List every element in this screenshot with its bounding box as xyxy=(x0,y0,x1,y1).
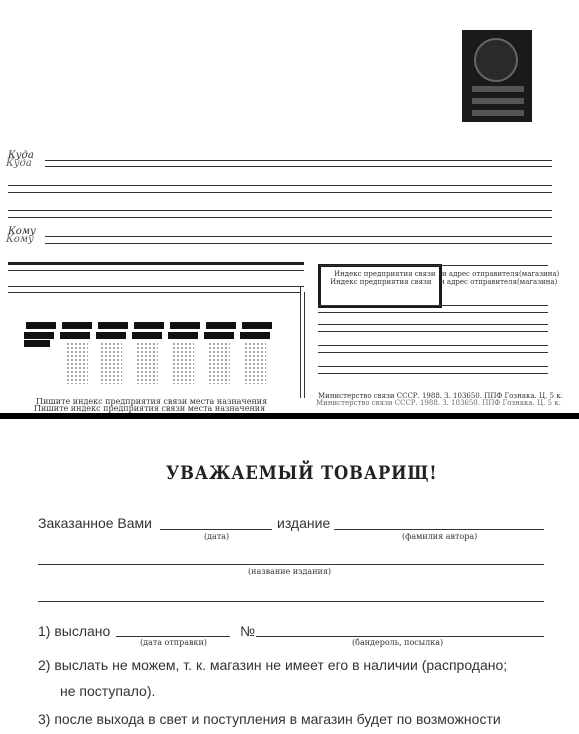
item-2-line-1: 2) выслать не можем, т. к. магазин не имеет его в наличии (распродано; xyxy=(38,657,508,673)
to-where-label: Куда xyxy=(8,150,34,161)
sender-box-label: Индекс предприятия связи xyxy=(334,270,436,278)
date-caption: (дата) xyxy=(204,532,230,541)
letter-title: УВАЖАЕМЫЙ ТОВАРИЩ! xyxy=(166,462,438,484)
item-2-line-2: не поступало). xyxy=(60,683,156,699)
to-whom-label: Кому xyxy=(8,226,36,237)
envelope: Куда Куда Кому Кому Индекс предприятия связи Индекс предприятия связи и адрес отправителя(магазина) и адрес отправителя(магазина) Пишите индекс предприятия связи места назначения Пишите индекс предприятия связи места назначения Министерство связи СССР. 1988. З. 103650. ППФ Гознака. Ц. 5 к. Министерство связи СССР. 1988. З. 103650. ППФ Гознака. Ц. 5 к. xyxy=(0,0,579,413)
edition-label: издание xyxy=(277,515,331,531)
ordered-by-you-label: Заказанное Вами xyxy=(38,515,153,531)
coat-of-arms-emblem xyxy=(474,38,518,82)
to-whom-label-shadow: Кому xyxy=(6,234,34,245)
edition-title-caption: (название издания) xyxy=(248,567,332,576)
send-date-caption: (дата отправки) xyxy=(140,638,207,647)
postage-stamp xyxy=(462,30,532,122)
zip-caption: Пишите индекс предприятия связи места назначения xyxy=(36,397,268,406)
letter-form xyxy=(0,419,579,734)
number-sign: № xyxy=(240,623,256,639)
to-where-label-shadow: Куда xyxy=(6,158,32,169)
imprint-text: Министерство связи СССР. 1988. З. 103650. ППФ Гознака. Ц. 5 к. xyxy=(318,392,563,400)
parcel-caption: (бандероль, посылка) xyxy=(352,638,444,647)
item-1-label: 1) выслано xyxy=(38,623,111,639)
sender-address-label: и адрес отправителя(магазина) xyxy=(442,270,560,278)
author-caption: (фамилия автора) xyxy=(402,532,478,541)
item-3-line-1: 3) после выхода в свет и поступления в магазин будет по возможности xyxy=(38,711,501,727)
